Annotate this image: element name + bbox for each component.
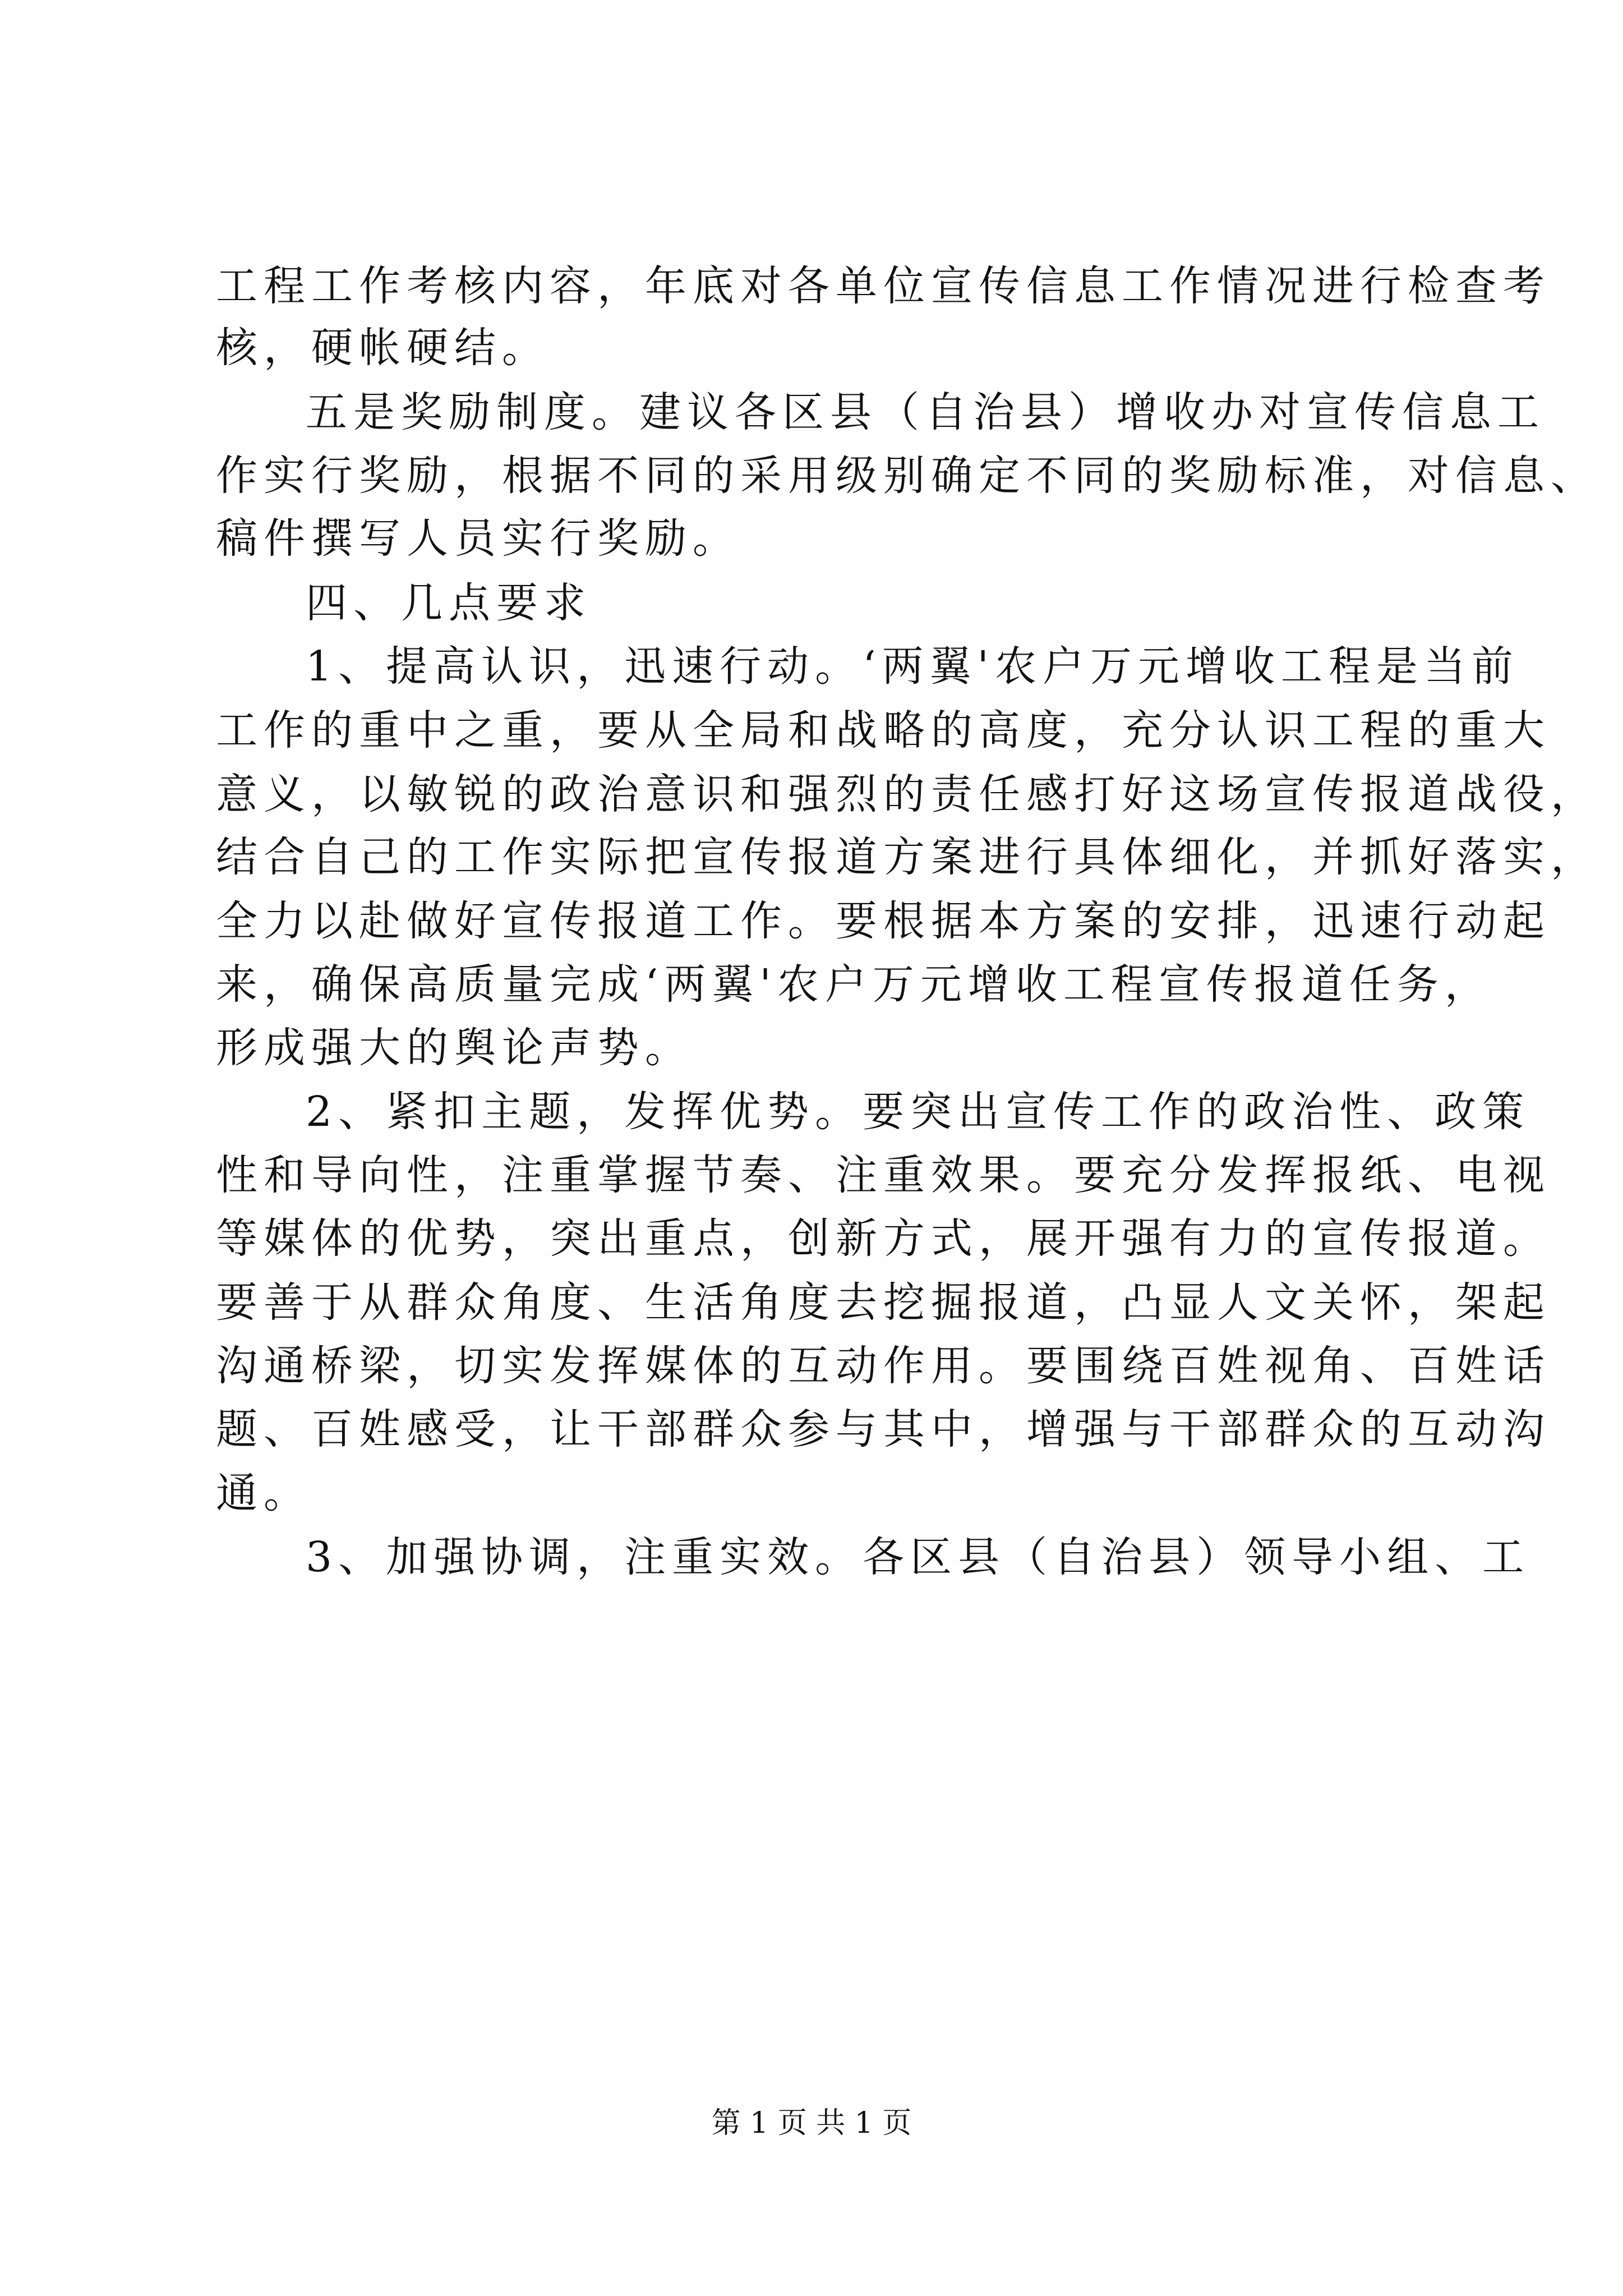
text-line: 形成强大的舆论声势。 [216,1024,693,1072]
text-line: 2、紧扣主题，发挥优势。要突出宣传工作的政治性、政策 [306,1088,1530,1136]
text-line: 来，确保高质量完成‘两翼'农户万元增收工程宣传报道任务， [216,960,1492,1009]
text-line: 等媒体的优势，突出重点，创新方式，展开强有力的宣传报道。 [216,1214,1551,1263]
text-line: 核，硬帐硬结。 [216,324,550,372]
text-line: 作实行奖励，根据不同的采用级别确定不同的奖励标准，对信息、 [216,452,1598,500]
text-line: 五是奖励制度。建议各区县（自治县）增收办对宣传信息工 [306,388,1545,436]
text-line: 稿件撰写人员实行奖励。 [216,514,740,563]
text-line: 1、提高认识，迅速行动。‘两翼'农户万元增收工程是当前 [306,642,1519,691]
text-line: 结合自己的工作实际把宣传报道方案进行具体细化，并抓好落实， [216,833,1598,881]
page-number-footer: 第 1 页 共 1 页 [711,2106,912,2140]
text-line: 3、加强协调，注重实效。各区县（自治县）领导小组、工 [306,1533,1530,1581]
text-line: 题、百姓感受，让干部群众参与其中，增强与干部群众的互动沟 [216,1405,1551,1453]
text-line: 工作的重中之重，要从全局和战略的高度，充分认识工程的重大 [216,706,1551,754]
text-line: 意义，以敏锐的政治意识和强烈的责任感打好这场宣传报道战役， [216,770,1598,818]
text-line: 通。 [216,1469,311,1517]
text-line: 工程工作考核内容，年底对各单位宣传信息工作情况进行检查考 [216,262,1551,310]
text-line: 沟通桥梁，切实发挥媒体的互动作用。要围绕百姓视角、百姓话 [216,1342,1551,1390]
text-line: 要善于从群众角度、生活角度去挖掘报道，凸显人文关怀，架起 [216,1278,1551,1327]
section-heading: 四、几点要求 [306,579,592,627]
text-line: 全力以赴做好宣传报道工作。要根据本方案的安排，迅速行动起 [216,897,1551,945]
text-line: 性和导向性，注重掌握节奏、注重效果。要充分发挥报纸、电视 [216,1151,1551,1199]
